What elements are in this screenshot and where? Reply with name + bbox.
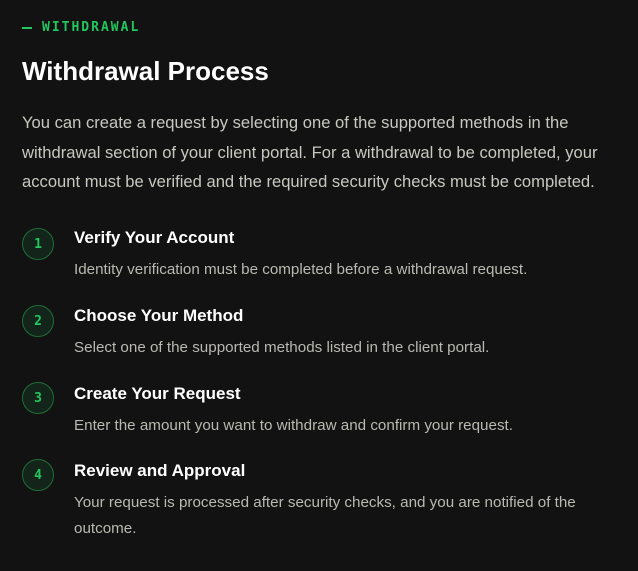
intro-paragraph: You can create a request by selecting one of the supported methods in the withdrawal section of your client portal. For a withdrawal to be completed, your account must be verified and the required security checks must be completed. xyxy=(22,113,598,191)
step-number-badge: 4 xyxy=(22,459,54,491)
eyebrow-label: WITHDRAWAL xyxy=(42,20,141,35)
step-title: Verify Your Account xyxy=(74,228,235,247)
step-description: Enter the amount you want to withdraw and confirm your request. xyxy=(74,417,513,434)
step-description: Select one of the supported methods listed in the client portal. xyxy=(74,339,490,356)
page-title: Withdrawal Process xyxy=(22,56,269,86)
step-description: Identity verification must be completed before a withdrawal request. xyxy=(74,261,528,278)
step-title: Create Your Request xyxy=(74,384,241,403)
step-number-badge: 1 xyxy=(22,228,54,260)
step-title: Choose Your Method xyxy=(74,306,244,325)
section-eyebrow xyxy=(22,20,140,36)
step-number-badge: 3 xyxy=(22,382,54,414)
dash-icon xyxy=(22,27,32,29)
step-title: Review and Approval xyxy=(74,461,246,480)
step-number-badge: 2 xyxy=(22,305,54,337)
step-description: Your request is processed after security checks, and you are notified of the outcome. xyxy=(74,494,576,537)
